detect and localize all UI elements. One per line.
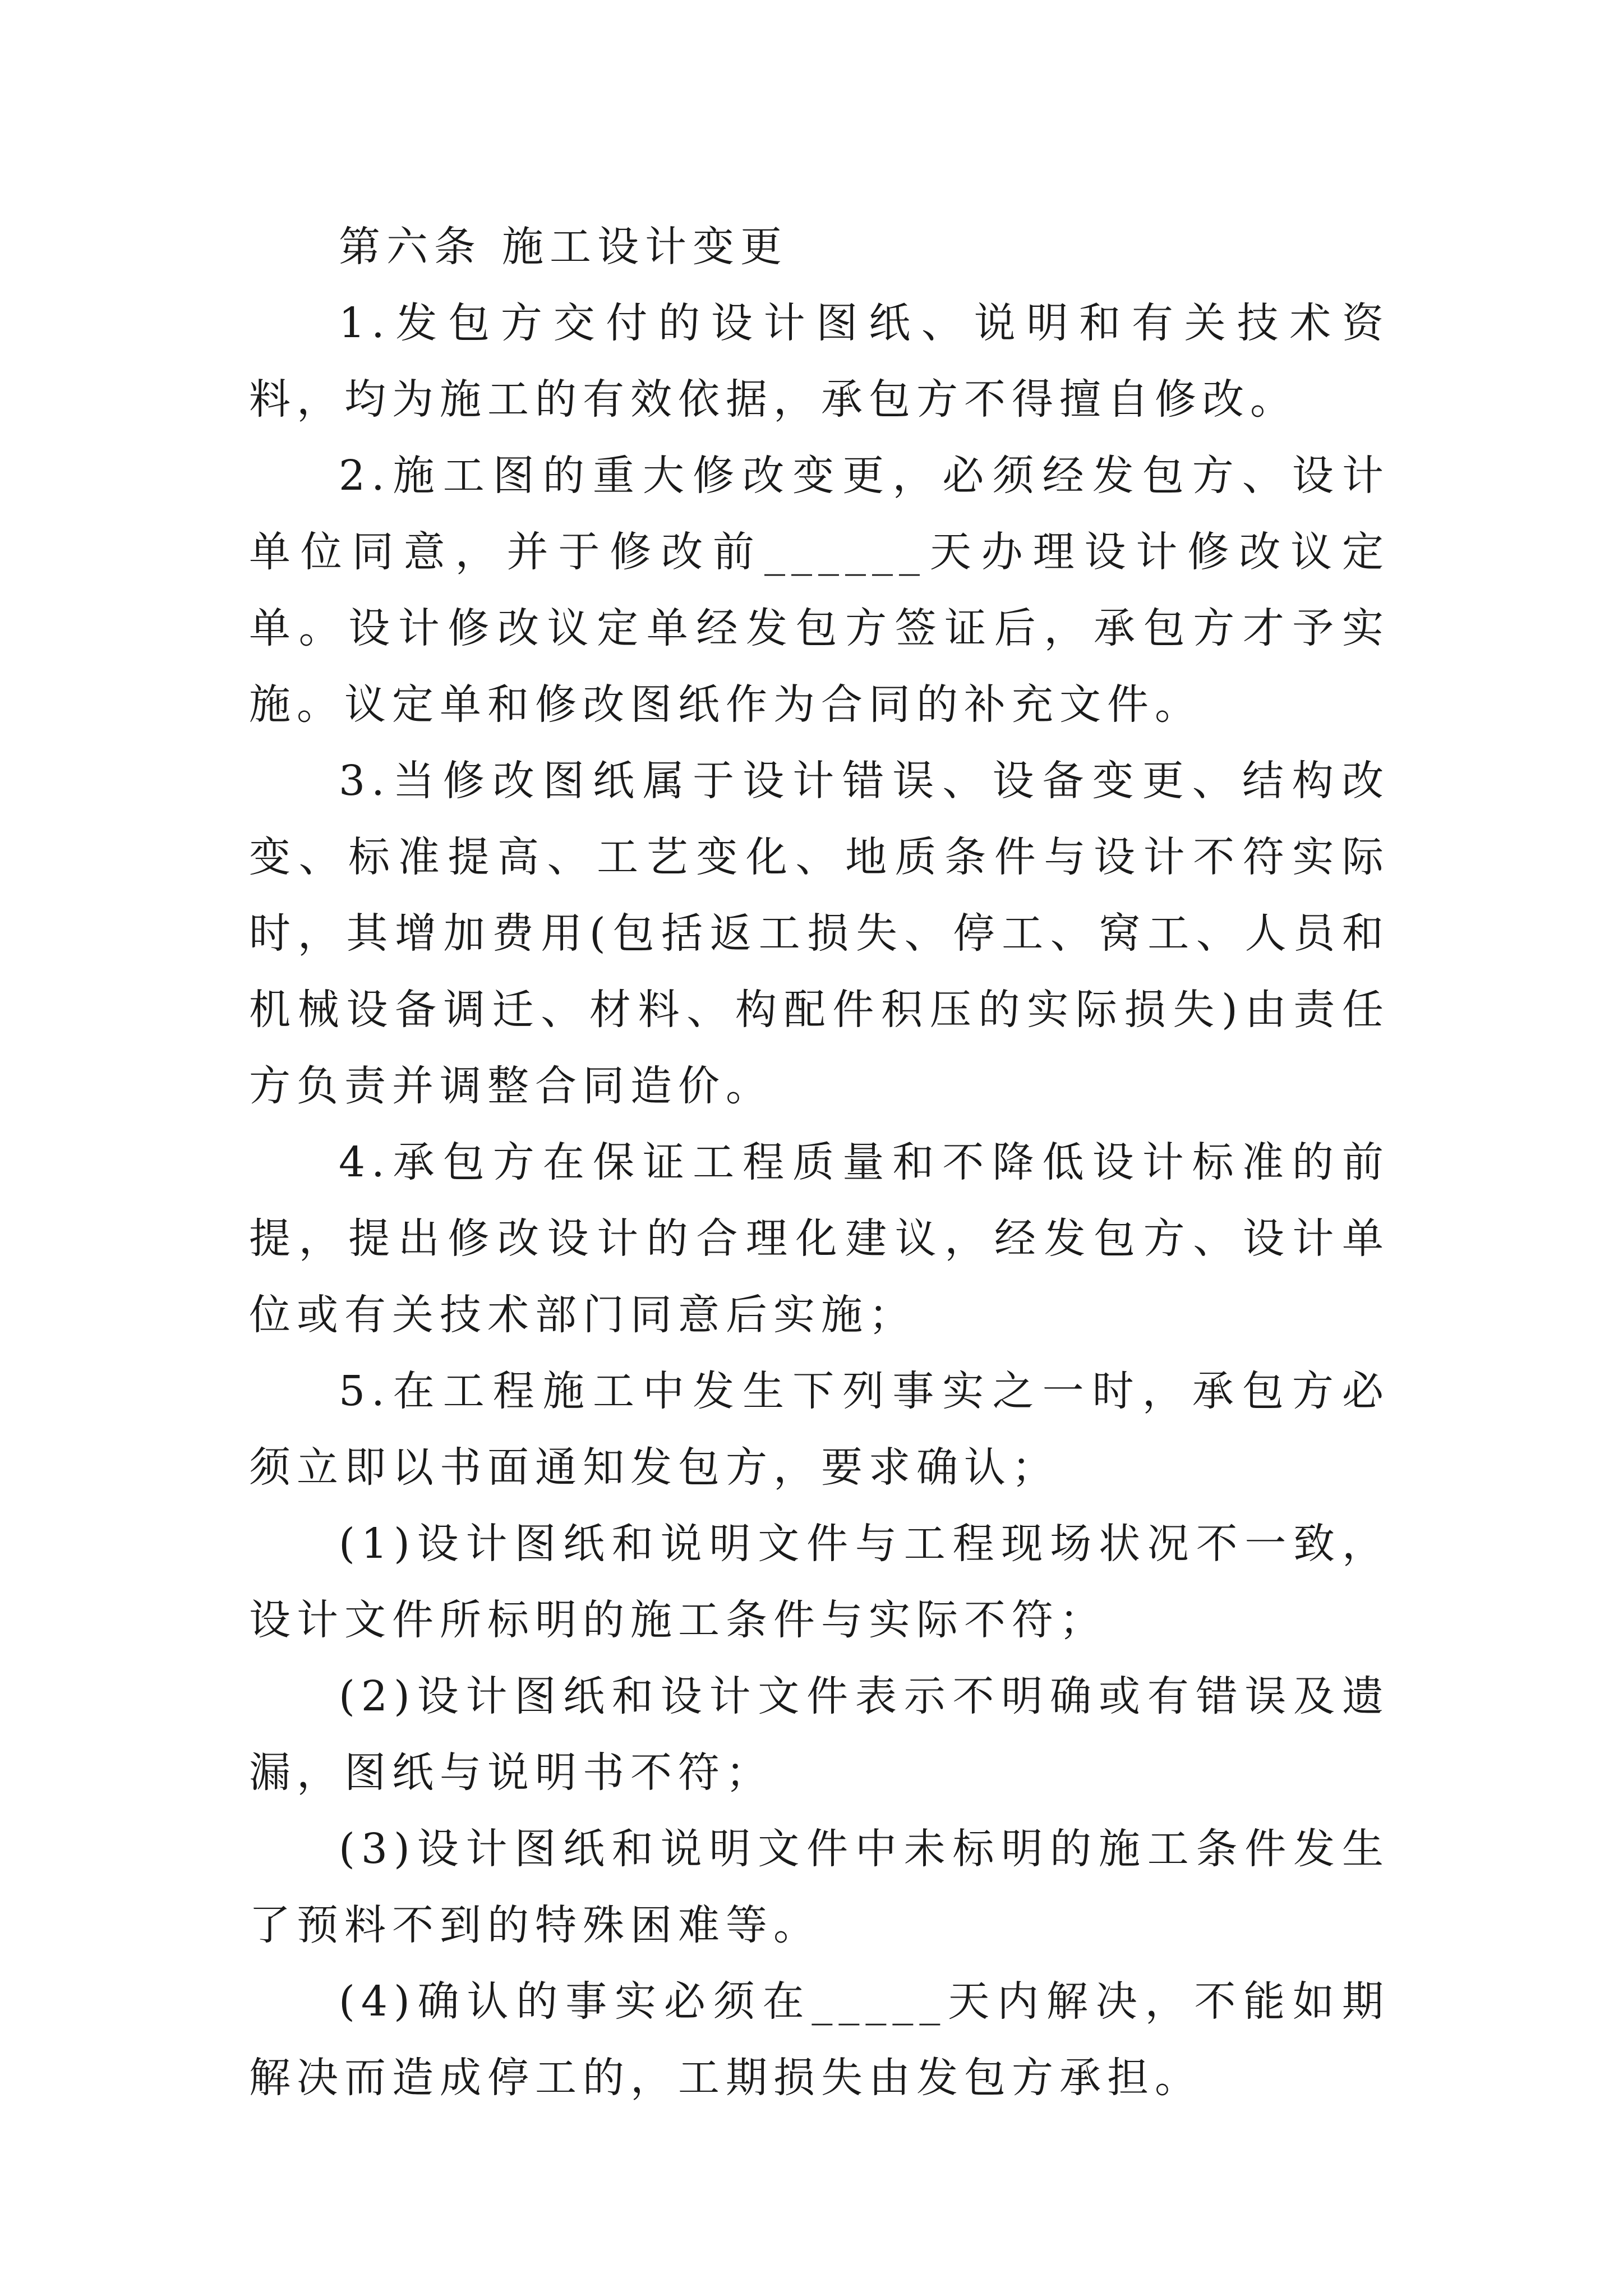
article-number: 第六条	[339, 223, 482, 271]
paragraph-5-item-2: (2)设计图纸和设计文件表示不明确或有错误及遗漏，图纸与说明书不符；	[249, 1672, 1390, 1797]
paragraph-5-item-1: (1)设计图纸和说明文件与工程现场状况不一致，设计文件所标明的施工条件与实际不符；	[249, 1520, 1390, 1644]
paragraph-3: 3.当修改图纸属于设计错误、设备变更、结构改变、标准提高、工艺变化、地质条件与设计不符实际时，其增加费用(包括返工损失、停工、窝工、人员和机械设备调迁、材料、构配件积压的实际损失)由责任方负责并调整合同造价。	[249, 757, 1390, 1110]
article-title: 施工设计变更	[502, 223, 788, 271]
paragraph-5-item-4: (4)确认的事实必须在_____天内解决，不能如期解决而造成停工的，工期损失由发包方承担。	[249, 1977, 1390, 2102]
document-body	[249, 209, 1390, 2116]
paragraph-2: 2.施工图的重大修改变更，必须经发包方、设计单位同意，并于修改前______天办理设计修改议定单。设计修改议定单经发包方签证后，承包方才予实施。议定单和修改图纸作为合同的补充文件。	[249, 452, 1390, 729]
paragraph-1: 1.发包方交付的设计图纸、说明和有关技术资料，均为施工的有效依据，承包方不得擅自修改。	[249, 299, 1390, 424]
article-heading	[249, 209, 1390, 285]
paragraph-5-item-3: (3)设计图纸和说明文件中未标明的施工条件发生了预料不到的特殊困难等。	[249, 1825, 1390, 1949]
paragraph-4: 4.承包方在保证工程质量和不降低设计标准的前提，提出修改设计的合理化建议，经发包方、设计单位或有关技术部门同意后实施；	[249, 1138, 1390, 1339]
paragraph-5: 5.在工程施工中发生下列事实之一时，承包方必须立即以书面通知发包方，要求确认；	[249, 1367, 1390, 1492]
